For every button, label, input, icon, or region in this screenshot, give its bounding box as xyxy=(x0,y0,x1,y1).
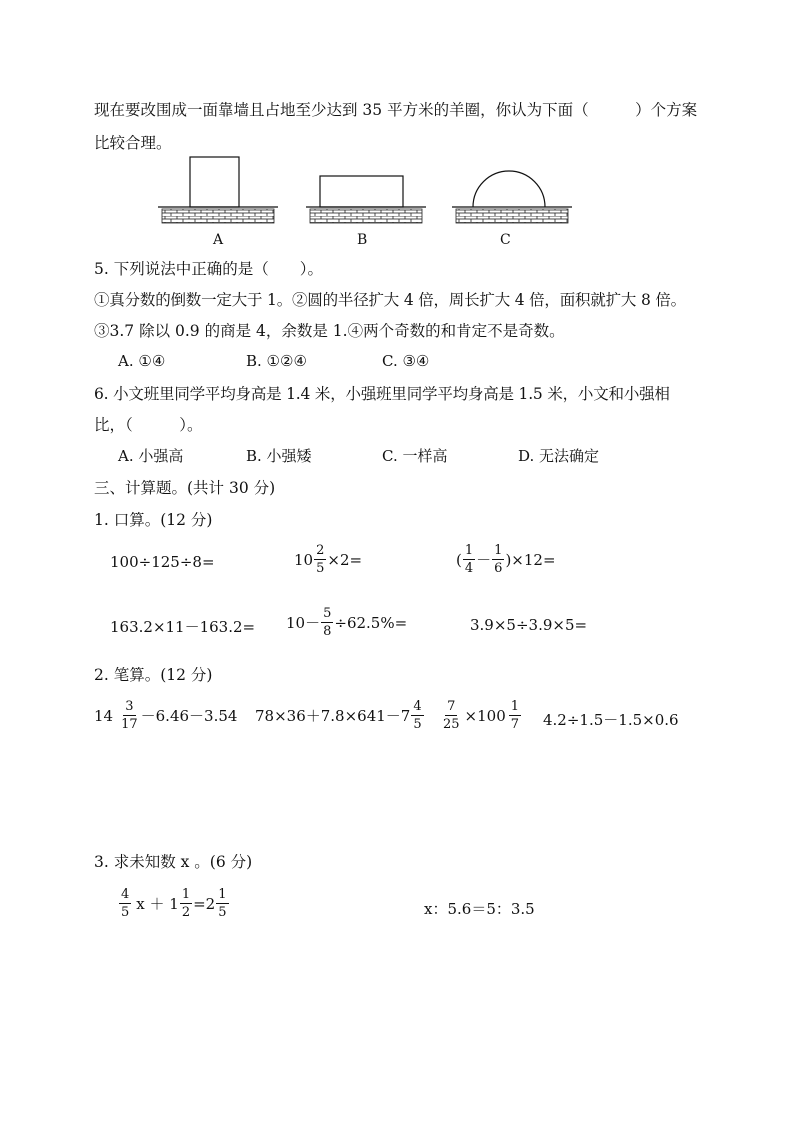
denominator: 5 xyxy=(121,905,130,920)
figure-c xyxy=(452,171,572,223)
open-paren: ( xyxy=(456,550,462,569)
written-expr-3-mid: ×100 xyxy=(464,706,506,725)
q5-statement-line1: ①真分数的倒数一定大于 1。②圆的半径扩大 4 倍，周长扩大 4 倍，面积就扩大 8 倍。 xyxy=(94,291,686,309)
numerator: 4 xyxy=(413,699,422,714)
q6-option-d: D. 无法确定 xyxy=(518,447,600,465)
oral-expr-2-whole: 10 xyxy=(294,550,314,569)
unknown-eq-1-fraction-1 xyxy=(119,888,131,919)
denominator: 5 xyxy=(218,905,227,920)
oral-expr-5-pre: 10－ xyxy=(286,614,321,632)
oral-expr-5 xyxy=(286,607,407,638)
q6-line2: 比，（ ）。 xyxy=(94,416,203,434)
denominator: 5 xyxy=(316,561,325,576)
written-expr-2-fraction xyxy=(411,700,423,731)
q6-option-c: C. 一样高 xyxy=(382,447,448,465)
oral-expr-5-fraction xyxy=(321,607,333,638)
numerator: 4 xyxy=(121,887,130,902)
denominator: 2 xyxy=(181,905,191,920)
written-expr-1 xyxy=(94,700,237,731)
unknown-eq-1-fraction-3 xyxy=(216,888,228,919)
unknown-eq-1 xyxy=(118,888,230,919)
denominator: 17 xyxy=(121,717,138,732)
oral-expr-2-fraction xyxy=(314,544,326,575)
q6-option-b: B. 小强矮 xyxy=(246,447,312,465)
oral-expr-4: 163.2×11－163.2= xyxy=(110,618,256,636)
written-expr-3 xyxy=(440,700,522,731)
numerator: 1 xyxy=(181,887,191,902)
written-expr-4: 4.2÷1.5－1.5×0.6 xyxy=(543,711,679,729)
written-expr-3-fraction-1 xyxy=(441,700,462,731)
unknown-title: 3. 求未知数 x 。(6 分) xyxy=(94,853,253,871)
numerator: 1 xyxy=(510,699,520,714)
written-expr-1-whole: 14 xyxy=(94,706,114,725)
written-expr-2 xyxy=(255,700,425,731)
oral-expr-3-fraction-2 xyxy=(492,544,504,575)
unknown-eq-1-equals: =2 xyxy=(193,894,216,913)
oral-expr-3-rest: )×12= xyxy=(505,550,556,569)
q5-option-a: A. ①④ xyxy=(118,352,166,370)
q6-option-a: A. 小强高 xyxy=(118,447,184,465)
written-expr-3-fraction-2 xyxy=(509,700,521,731)
q5-option-c: C. ③④ xyxy=(382,352,430,370)
oral-expr-3 xyxy=(456,544,556,575)
figure-a xyxy=(158,157,278,223)
written-title: 2. 笔算。(12 分) xyxy=(94,666,213,684)
numerator: 1 xyxy=(218,887,227,902)
figure-label-b: B xyxy=(357,232,368,248)
denominator: 4 xyxy=(464,561,474,576)
q4-line1: 现在要改围成一面靠墙且占地至少达到 35 平方米的羊圈，你认为下面（ ）个方案 xyxy=(94,101,698,119)
numerator: 1 xyxy=(494,543,503,558)
figure-label-a: A xyxy=(213,232,224,248)
oral-expr-6: 3.9×5÷3.9×5= xyxy=(470,616,588,634)
written-expr-1-fraction xyxy=(119,700,140,731)
denominator: 8 xyxy=(323,624,332,639)
unknown-eq-2: x：5.6＝5：3.5 xyxy=(424,900,535,918)
oral-expr-3-fraction-1 xyxy=(463,544,475,575)
oral-expr-2 xyxy=(294,544,362,575)
q6-line1: 6. 小文班里同学平均身高是 1.4 米，小强班里同学平均身高是 1.5 米，小文和小强相 xyxy=(94,385,670,403)
q5-statement-line2: ③3.7 除以 0.9 的商是 4，余数是 1.④两个奇数的和肯定不是奇数。 xyxy=(94,322,565,340)
denominator: 6 xyxy=(494,561,503,576)
unknown-eq-1-fraction-2 xyxy=(180,888,192,919)
denominator: 25 xyxy=(443,717,460,732)
pen-figures xyxy=(150,150,580,230)
oral-expr-2-rest: ×2= xyxy=(327,550,363,569)
q5-option-b: B. ①②④ xyxy=(246,352,307,370)
figure-label-c: C xyxy=(500,232,511,248)
numerator: 7 xyxy=(447,699,456,714)
numerator: 3 xyxy=(125,699,134,714)
numerator: 2 xyxy=(316,543,325,558)
denominator: 5 xyxy=(413,717,422,732)
unknown-eq-1-mid: x ＋ 1 xyxy=(136,895,179,913)
q4-line2: 比较合理。 xyxy=(94,134,172,152)
q5-stem: 5. 下列说法中正确的是（ ）。 xyxy=(94,260,323,278)
minus-sign: － xyxy=(476,551,492,569)
figure-b xyxy=(306,176,426,223)
denominator: 7 xyxy=(510,717,520,732)
written-expr-2-pre: 78×36＋7.8×641－7 xyxy=(255,707,411,725)
numerator: 1 xyxy=(464,543,474,558)
numerator: 5 xyxy=(323,606,332,621)
section3-title: 三、计算题。(共计 30 分) xyxy=(94,479,276,497)
written-expr-1-rest: －6.46－3.54 xyxy=(140,707,238,725)
oral-expr-5-rest: ÷62.5%= xyxy=(334,613,408,632)
oral-expr-1: 100÷125÷8= xyxy=(110,553,215,571)
oral-title: 1. 口算。(12 分) xyxy=(94,511,213,529)
